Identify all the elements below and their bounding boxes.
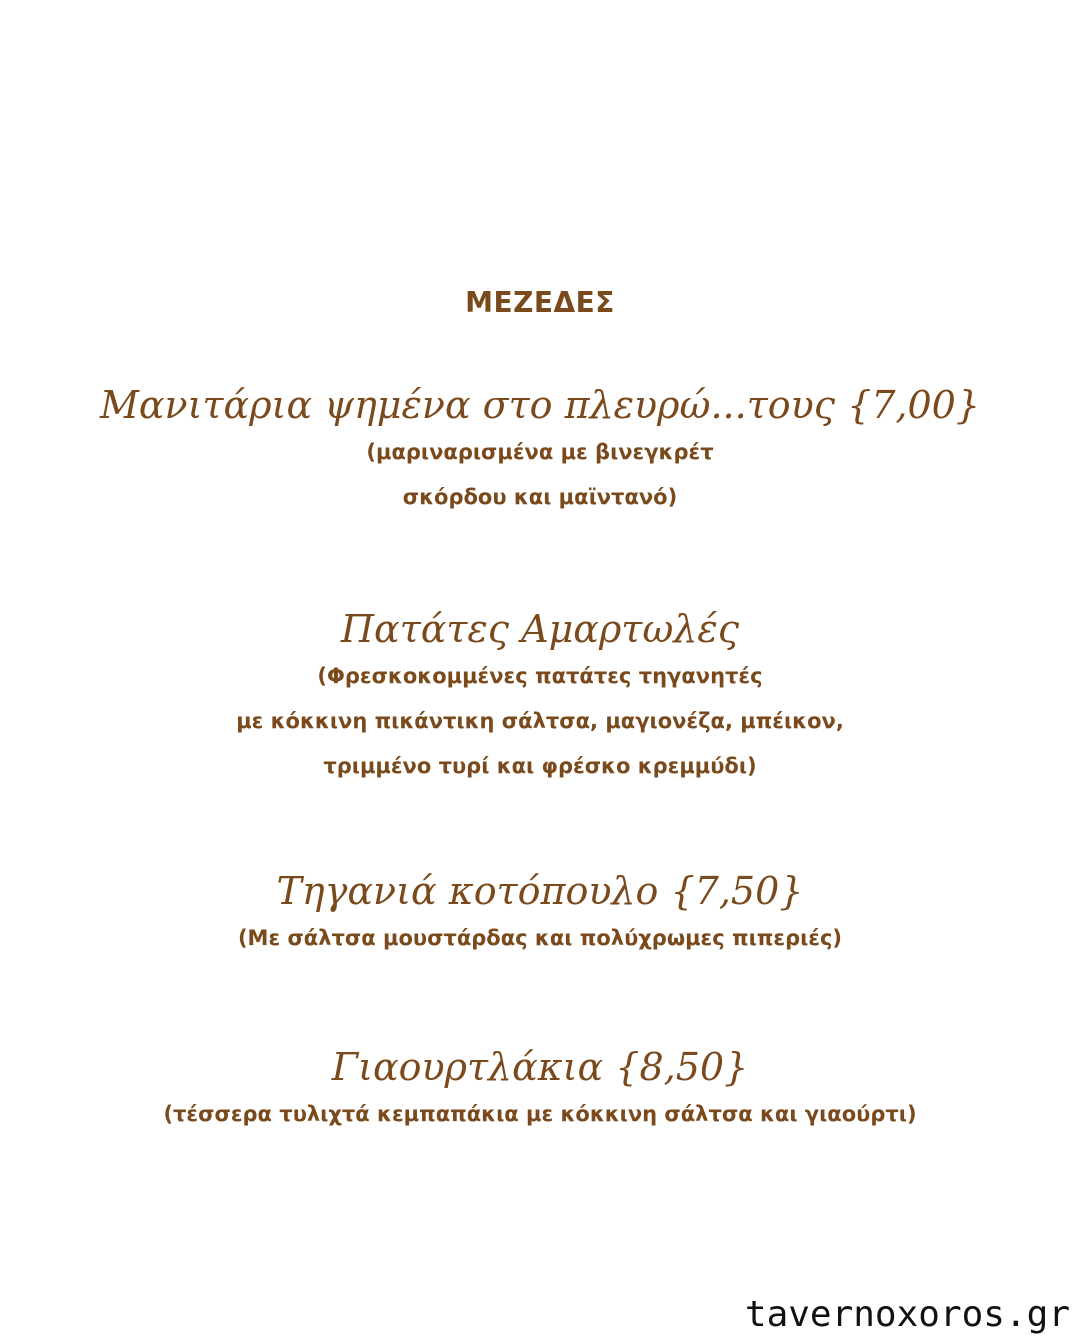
section-title: ΜΕΖΕΔΕΣ <box>465 286 615 319</box>
menu-item-description-line: (μαριναρισμένα με βινεγκρέτ <box>366 440 714 464</box>
menu-item <box>0 1042 1080 1137</box>
menu-item-description-line: σκόρδου και μαϊντανό) <box>402 485 678 509</box>
menu-item <box>0 604 1080 789</box>
watermark: tavernoxoros.gr <box>744 1294 1070 1335</box>
menu-item-name: Πατάτες Αμαρτωλές <box>340 607 740 651</box>
menu-item-name: Γιαουρτλάκια {8,50} <box>331 1045 749 1089</box>
menu-item-description-line: (τέσσερα τυλιχτά κεμπαπάκια με κόκκινη σάλτσα και γιαούρτι) <box>163 1102 917 1126</box>
menu-item <box>0 866 1080 961</box>
menu-item-description-line: (Φρεσκοκομμένες πατάτες τηγανητές <box>317 664 763 688</box>
menu-item-name: Μανιτάρια ψημένα στο πλευρώ...τους {7,00} <box>99 383 981 427</box>
menu-item-name: Τηγανιά κοτόπουλο {7,50} <box>276 869 804 913</box>
menu-item-description-line: (Με σάλτσα μουστάρδας και πολύχρωμες πιπεριές) <box>237 926 843 950</box>
menu-item-description-line: με κόκκινη πικάντικη σάλτσα, μαγιονέζα, μπέικον, <box>236 709 844 733</box>
menu-item-description-line: τριμμένο τυρί και φρέσκο κρεμμύδι) <box>323 754 757 778</box>
menu-item <box>0 380 1080 520</box>
